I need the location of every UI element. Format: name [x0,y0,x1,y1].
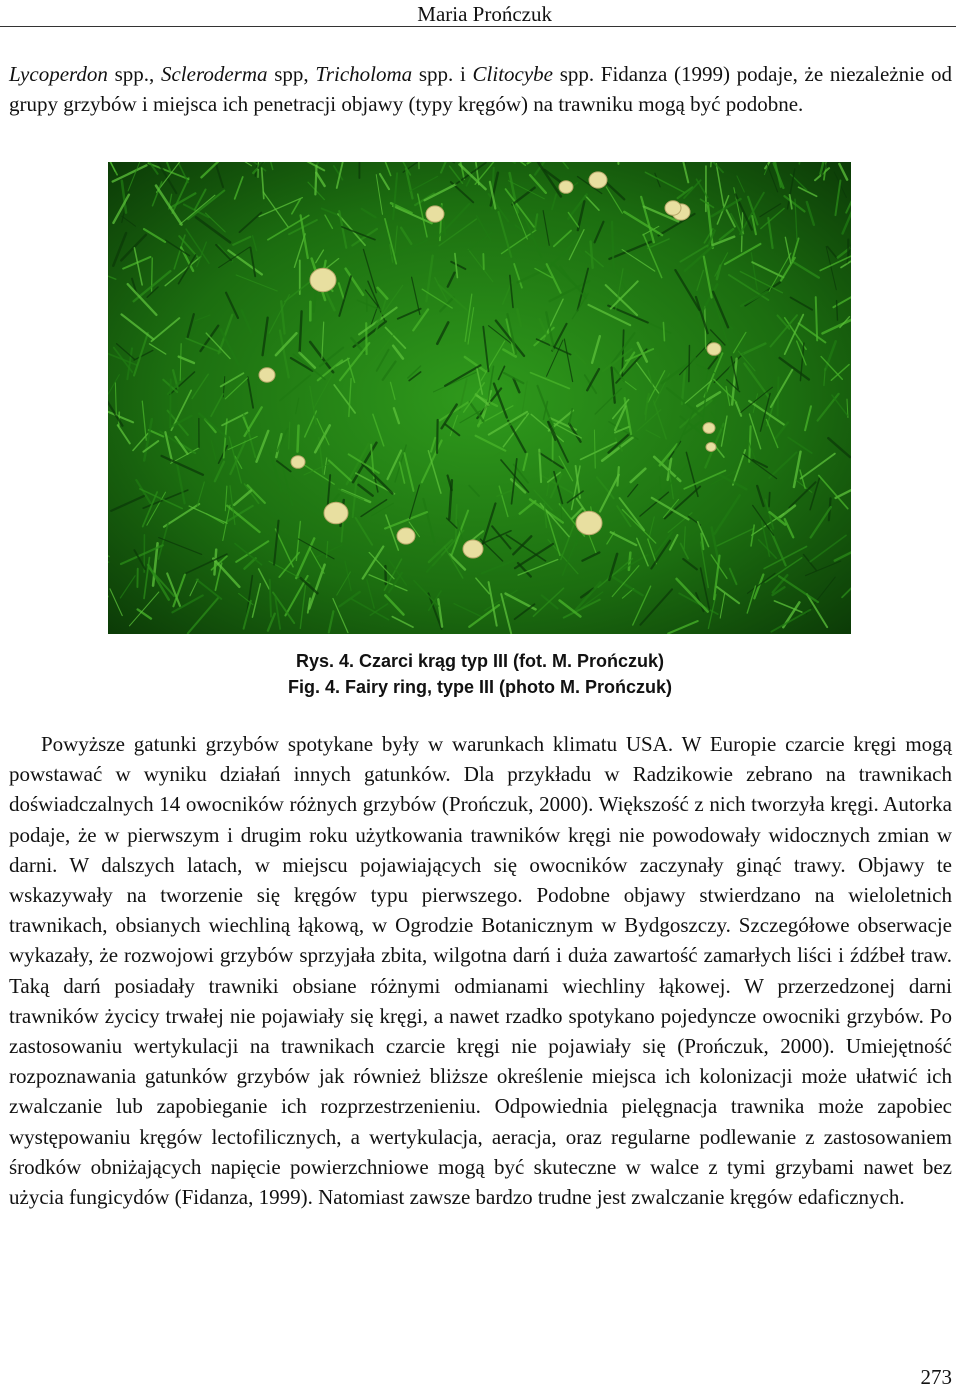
intro-paragraph [9,59,952,119]
genus-tricholoma: Tricholoma [315,62,413,86]
mushroom-cap [259,368,275,382]
running-head [0,0,956,27]
mushroom-cap [324,502,348,524]
mushroom-cap [589,172,607,188]
mushroom-cap [665,201,681,215]
figure-caption-en: Fig. 4. Fairy ring, type III (photo M. Prończuk) [287,677,673,697]
figure-caption-pl: Rys. 4. Czarci krąg typ III (fot. M. Prończuk) [295,651,665,671]
grass-photo-illustration [108,162,851,634]
genus-scleroderma: Scleroderma [160,62,268,86]
intro-text: spp. Fidanza (1999) podaje, że niezależnie od grupy grzybów i miejsca ich penetracji objawy (typy kręgów) na trawniku mogą być podobne. [9,62,952,117]
mushroom-cap [426,206,444,222]
mushroom-cap [559,181,573,194]
genus-clitocybe: Clitocybe [472,62,553,86]
page-number: 273 [920,1365,952,1389]
intro-text: spp. i [412,62,473,86]
mushroom-cap [463,540,483,558]
body-paragraph [9,729,952,1212]
mushroom-cap [576,511,602,534]
intro-text: spp., [107,62,161,86]
mushroom-cap [291,456,305,469]
mushroom-cap [703,423,715,434]
body-text: Powyższe gatunki grzybów spotykane były w warunkach klimatu USA. W Europie czarcie kręgi mogą powstawać w wyniku działań innych gatunków. Dla przykładu w Radzikowie zebrano na trawnikach doświadczalnych 14 owocników różnych grzybów (Prończuk, 2000). Większość z nich tworzyła kręgi. Autorka podaje, że w pierwszym i drugim roku użytkowania trawników kręgi nie powodowały widocznych zmian w darni. W dalszych latach, w miejscu pojawiających się owocników zaczynały ginąć trawy. Objawy te wskazywały na tworzenie się kręgów typu pierwszego. Podobne objawy stwierdzano na wieloletnich trawnikach, obsianych wiechliną łąkową, w Ogrodzie Botanicznym w Bydgoszczy. Szczegółowe obserwacje wykazały, że rozwojowi grzybów sprzyjała zbita, wilgotna darń i duża zawartość zamarłych liści i źdźbeł traw. Taką darń posiadały trawniki obsiane różnymi odmianami wiechliny łąkowej. W przerzedzonej darni trawników życicy trwałej nie pojawiały się kręgi, a nawet rzadko spotykano pojedyncze owocniki grzybów. Po zastosowaniu wertykulacji na trawnikach czarcie kręgi nie pojawiały się (Prończuk, 2000). Umiejętność rozpoznawania gatunków grzybów jak również bliższe określenie miejsca ich kolonizacji może ułatwić ich zwalczanie lub zapobieganie ich rozprzestrzenieniu. Odpowiednia pielęgnacja trawnika może zapobiec występowaniu kręgów lectofilicznych, a wertykulacja, aeracja, oraz regularne podlewanie z zastosowaniem środków obniżających napięcie powierzchniowe mogą być skuteczne w walce z tymi grzybami nawet bez użycia fungicydów (Fidanza, 1999). Natomiast zawsze bardzo trudne jest zwalczanie kręgów edaficznych. [9,732,952,1210]
mushroom-cap [707,343,721,356]
intro-text: spp, [267,62,316,86]
author-name: Maria Prończuk [417,2,552,26]
mushroom-cap [397,528,415,544]
mushroom-cap [310,268,336,291]
genus-lycoperdon: Lycoperdon [9,62,108,86]
fairy-ring-photo [108,162,851,634]
mushroom-cap [706,443,716,452]
